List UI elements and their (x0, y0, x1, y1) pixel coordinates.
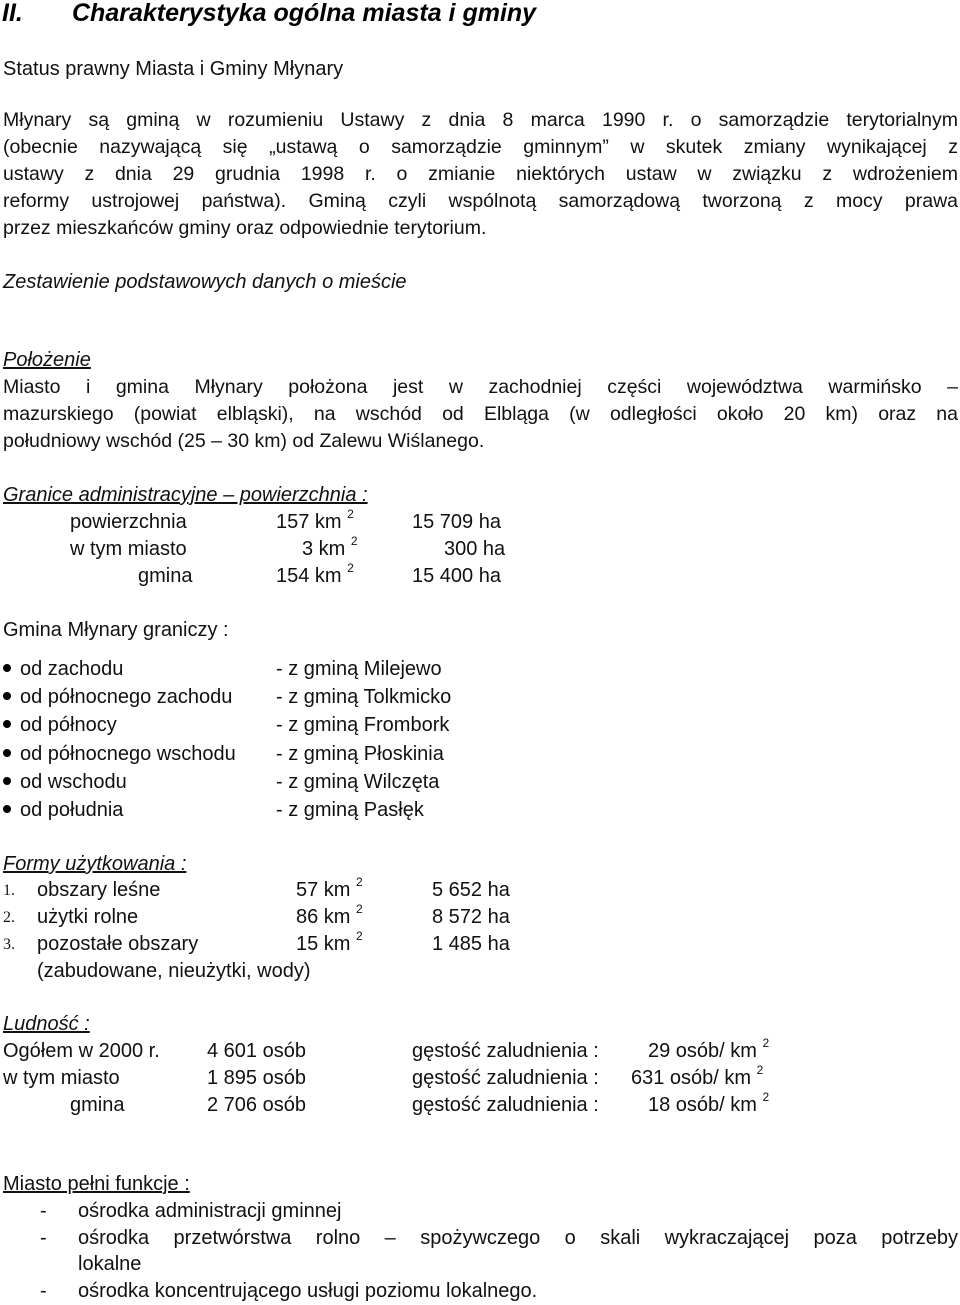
section-heading (2, 0, 536, 28)
polozenie-label: Położenie (3, 349, 91, 371)
funkcje-text: ośrodka koncentrującego usługi poziomu lokalnego. (78, 1280, 538, 1302)
granice-name: gmina (138, 565, 193, 587)
dash-marker: - (40, 1227, 47, 1249)
formy-label: Formy użytkowania : (3, 853, 187, 875)
funkcje-label: Miasto pełni funkcje : (3, 1173, 190, 1195)
granice-name: powierzchnia (70, 511, 187, 533)
formy-note: (zabudowane, nieużytki, wody) (37, 960, 311, 982)
funkcje-text: ośrodka przetwórstwa rolno – spożywczego o skali wykraczającej poza potrzeby (78, 1227, 958, 1249)
list-item-neighbor: - z gminą Frombork (276, 714, 450, 736)
granice-km: 3 km $^2$ (302, 534, 358, 560)
list-item-neighbor: - z gminą Milejewo (276, 658, 442, 680)
ludnosc-density-label: gęstość zaludnienia : (412, 1067, 599, 1089)
list-item: od zachodu (3, 659, 123, 679)
bullet-icon (3, 664, 11, 672)
formy-ha: 5 652 ha (432, 879, 510, 901)
bullet-icon (3, 720, 11, 728)
granice-ha: 15 400 ha (412, 565, 501, 587)
list-item: od wschodu (3, 772, 127, 792)
status-line: ustawy z dnia 29 grudnia 1998 r. o zmianie niektórych ustaw w związku z wdrożeniem (3, 163, 958, 185)
bullet-icon (3, 749, 11, 757)
list-item: od północnego zachodu (3, 687, 232, 707)
granice-km: 157 km $^2$ (276, 507, 354, 533)
formy-name: obszary leśne (37, 879, 161, 901)
funkcje-text: lokalne (78, 1253, 142, 1275)
list-item-neighbor: - z gminą Pasłęk (276, 799, 424, 821)
list-item-neighbor: - z gminą Tolkmicko (276, 686, 452, 708)
ludnosc-density: 29 osób/ km $^2$ (648, 1036, 770, 1062)
status-subtitle: Status prawny Miasta i Gminy Młynary (3, 58, 344, 80)
zestawienie-heading: Zestawienie podstawowych danych o mieście (3, 271, 407, 293)
granice-ha: 300 ha (444, 538, 506, 560)
section-number: II. (2, 0, 23, 27)
formy-name: użytki rolne (37, 906, 139, 928)
polozenie-line: Miasto i gmina Młynary położona jest w zachodniej części województwa warmińsko – (3, 376, 958, 398)
granice-name: w tym miasto (70, 538, 187, 560)
list-item: od południa (3, 800, 123, 820)
polozenie-line: mazurskiego (powiat elbląski), na wschód od Elbląga (w odległości około 20 km) oraz na (3, 403, 958, 425)
list-item: od północnego wschodu (3, 744, 236, 764)
ludnosc-density: 631 osób/ km $^2$ (631, 1063, 764, 1089)
granice-km: 154 km $^2$ (276, 561, 354, 587)
granice-label: Granice administracyjne – powierzchnia : (3, 484, 368, 506)
formy-name: pozostałe obszary (37, 933, 199, 955)
bullet-icon (3, 777, 11, 785)
list-item-neighbor: - z gminą Wilczęta (276, 771, 440, 793)
formy-number: 1. (3, 882, 15, 899)
formy-ha: 1 485 ha (432, 933, 510, 955)
ludnosc-label: Ludność : (3, 1013, 90, 1035)
bullet-icon (3, 692, 11, 700)
status-line: przez mieszkańców gminy oraz odpowiednie terytorium. (3, 217, 487, 239)
list-item-neighbor: - z gminą Płoskinia (276, 743, 444, 765)
ludnosc-label-cell: Ogółem w 2000 r. (3, 1040, 160, 1062)
graniczy-label: Gmina Młynary graniczy : (3, 619, 229, 641)
ludnosc-density-label: gęstość zaludnienia : (412, 1094, 599, 1116)
ludnosc-count: 1 895 osób (207, 1067, 306, 1089)
ludnosc-density-label: gęstość zaludnienia : (412, 1040, 599, 1062)
formy-ha: 8 572 ha (432, 906, 510, 928)
ludnosc-density: 18 osób/ km $^2$ (648, 1090, 770, 1116)
formy-km: 15 km $^2$ (296, 929, 363, 955)
dash-marker: - (40, 1280, 47, 1302)
dash-marker: - (40, 1200, 47, 1222)
status-line: Młynary są gminą w rozumieniu Ustawy z dnia 8 marca 1990 r. o samorządzie terytorialnym (3, 109, 958, 131)
formy-km: 57 km $^2$ (296, 875, 363, 901)
formy-number: 3. (3, 936, 15, 953)
formy-km: 86 km $^2$ (296, 902, 363, 928)
granice-ha: 15 709 ha (412, 511, 501, 533)
funkcje-text: ośrodka administracji gminnej (78, 1200, 342, 1222)
list-item: od północy (3, 715, 117, 735)
status-line: (obecnie nazywającą się „ustawą o samorządzie gminnym” w skutek zmiany wynikającej z (3, 136, 958, 158)
section-title: Charakterystyka ogólna miasta i gminy (72, 0, 537, 27)
ludnosc-count: 4 601 osób (207, 1040, 306, 1062)
status-line: reformy ustrojowej państwa). Gminą czyli wspólnotą samorządową tworzoną z mocy prawa (3, 190, 958, 212)
ludnosc-label-cell: gmina (70, 1094, 125, 1116)
ludnosc-count: 2 706 osób (207, 1094, 306, 1116)
polozenie-line: południowy wschód (25 – 30 km) od Zalewu Wiślanego. (3, 430, 485, 452)
ludnosc-label-cell: w tym miasto (3, 1067, 120, 1089)
formy-number: 2. (3, 909, 15, 926)
bullet-icon (3, 805, 11, 813)
